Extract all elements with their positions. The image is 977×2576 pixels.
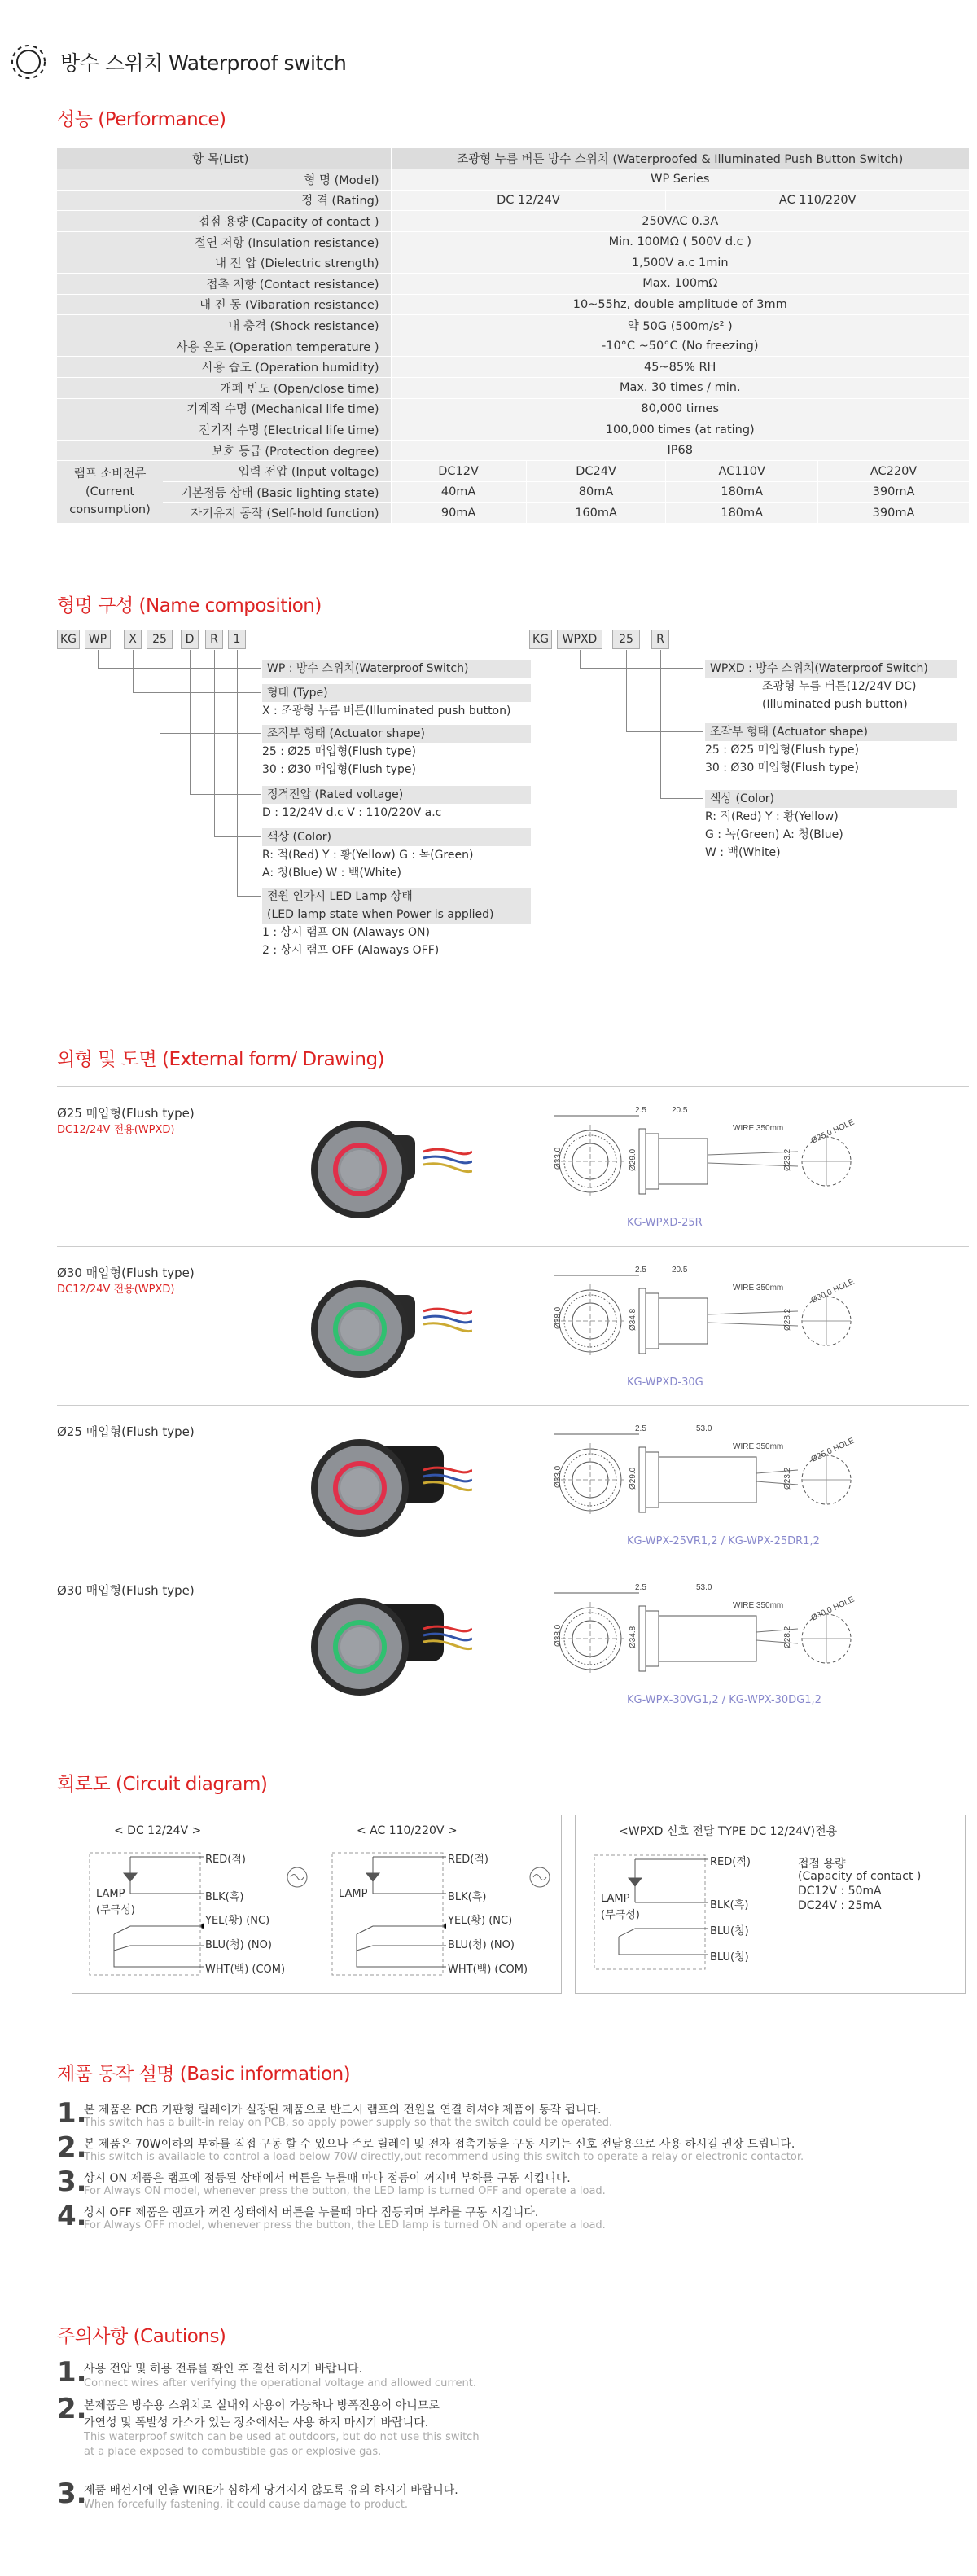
- code-segment: 25: [147, 630, 173, 649]
- row-label: 형 명 (Model): [57, 169, 391, 191]
- drawing-title: Ø25 매입형(Flush type): [57, 1106, 195, 1121]
- dimension-label: 53.0: [696, 1583, 712, 1592]
- drawing-title: Ø25 매입형(Flush type): [57, 1424, 195, 1439]
- dimension-label: 20.5: [672, 1106, 688, 1115]
- dimension-label: Ø23.2: [783, 1467, 792, 1490]
- drawing-divider: [57, 1086, 969, 1087]
- row-value: 100,000 times (at rating): [391, 419, 969, 441]
- row-value: 45~85% RH: [391, 357, 969, 378]
- item-text-english: This switch has a built-in relay on PCB, so apply power supply so that the switch could be operated.: [84, 2117, 613, 2129]
- page-header: [0, 37, 977, 86]
- code-note-heading: WP : 방수 스위치(Waterproof Switch): [262, 660, 531, 678]
- lamp-sublabel: (무극성): [96, 1904, 135, 1916]
- row-label: 기본점등 상태 (Basic lighting state): [163, 482, 391, 503]
- circuit-title: <WPXD 신호 전달 TYPE DC 12/24V)전용: [619, 1825, 838, 1838]
- code-note-line: 30 : Ø30 매입형(Flush type): [262, 763, 416, 776]
- code-note: [262, 888, 531, 959]
- drawing-divider: [57, 1405, 969, 1406]
- item-text-english: For Always OFF model, whenever press the button, the LED lamp is turned ON and operate a load.: [84, 2219, 606, 2232]
- code-note-heading: 형태 (Type): [262, 684, 531, 702]
- code-segment: 25: [612, 630, 640, 649]
- lamp-consumption-label: 램프 소비전류 (Current consumption): [57, 461, 163, 524]
- code-segment: R: [205, 630, 223, 649]
- code-segment: KG: [529, 630, 552, 649]
- wire-label: RED(적): [205, 1854, 246, 1866]
- row-value: WP Series: [391, 169, 969, 191]
- row-label: 정 격 (Rating): [57, 190, 391, 211]
- name-composition-heading: 형명 구성 (Name composition): [57, 595, 322, 617]
- caution-text-english: at a place exposed to combustible gas or explosive gas.: [84, 2446, 382, 2458]
- row-label: 내 전 압 (Dielectric strength): [57, 252, 391, 274]
- page-title: 방수 스위치 Waterproof switch: [60, 51, 347, 75]
- dimension-label: 2.5: [635, 1106, 646, 1115]
- row-label: 전기적 수명 (Electrical life time): [57, 419, 391, 441]
- code-note-line: X : 조광형 누름 버튼(Illuminated push button): [262, 704, 511, 718]
- model-number: KG-WPX-25VR1,2 / KG-WPX-25DR1,2: [627, 1535, 820, 1547]
- caution-text-english: Connect wires after verifying the operational voltage and allowed current.: [84, 2377, 476, 2389]
- performance-heading: 성능 (Performance): [57, 109, 226, 130]
- table-row: [57, 398, 969, 419]
- row-value: 80,000 times: [391, 398, 969, 419]
- table-row: [57, 190, 969, 211]
- dimension-label: Ø38.0: [554, 1306, 563, 1329]
- wire-label: BLU(청) (NO): [205, 1939, 272, 1951]
- dimension-label: Ø33.0: [554, 1147, 563, 1170]
- code-note: [705, 660, 957, 713]
- caution-text-english: This waterproof switch can be used at outdoors, but do not use this switch: [84, 2431, 480, 2443]
- table-row: [57, 211, 969, 232]
- model-number: KG-WPXD-30G: [627, 1376, 703, 1389]
- row-value: -10°C ~50°C (No freezing): [391, 336, 969, 357]
- item-text-english: For Always ON model, whenever press the button, the LED lamp is turned OFF and operate a load.: [84, 2185, 606, 2197]
- code-note: [262, 828, 531, 882]
- row-label: 접촉 저항 (Contact resistance): [57, 274, 391, 295]
- row-value: AC 110/220V: [666, 190, 969, 211]
- code-note-heading: 전원 인가시 LED Lamp 상태: [262, 888, 531, 906]
- lamp-current-row: [57, 482, 969, 503]
- model-number: KG-WPXD-25R: [627, 1217, 703, 1229]
- row-label: 내 충격 (Shock resistance): [57, 315, 391, 336]
- dimension-label: Ø29.0: [629, 1148, 637, 1171]
- circuit-schematic: [324, 1845, 446, 1983]
- technical-drawing: [554, 1423, 863, 1537]
- lamp-current-row: [57, 461, 969, 482]
- table-row: [57, 336, 969, 357]
- caution-text-korean: 본제품은 방수용 스위치로 실내외 사용이 가능하나 방폭전용이 아니므로: [84, 2399, 440, 2412]
- technical-drawing: [554, 1264, 863, 1378]
- code-note-heading: 조작부 형태 (Actuator shape): [262, 725, 531, 743]
- wire-label: WHT(백) (COM): [205, 1964, 286, 1976]
- gear-outline-icon: [7, 40, 50, 84]
- caution-text-korean: 가연성 및 폭발성 가스가 있는 장소에서는 사용 하지 마시기 바랍니다.: [84, 2416, 429, 2429]
- dimension-label: Ø34.8: [629, 1626, 637, 1648]
- code-note-line: 2 : 상시 램프 OFF (Alaways OFF): [262, 944, 440, 957]
- code-note-heading: (LED lamp state when Power is applied): [262, 906, 531, 924]
- lamp-label: LAMP: [96, 1888, 125, 1900]
- code-segment: 1: [228, 630, 246, 649]
- column-header-list: 항 목(List): [57, 148, 391, 169]
- row-label: 내 진 동 (Vibaration resistance): [57, 294, 391, 315]
- row-label: 보호 등급 (Protection degree): [57, 440, 391, 461]
- code-note: [262, 660, 531, 678]
- wire-label: BLK(흑): [710, 1899, 749, 1911]
- row-value: DC 12/24V: [391, 190, 666, 211]
- item-number: 1.: [57, 2097, 87, 2130]
- dimension-label: Ø25.0 HOLE: [809, 1436, 857, 1464]
- row-label: 사용 온도 (Operation temperature ): [57, 336, 391, 357]
- capacity-text: DC12V : 50mA: [798, 1885, 882, 1898]
- row-value: DC12V: [391, 461, 526, 482]
- row-value: Min. 100MΩ ( 500V d.c ): [391, 231, 969, 252]
- switch-photo: [301, 1095, 472, 1233]
- row-value: DC24V: [526, 461, 666, 482]
- technical-drawing: [554, 1104, 863, 1218]
- connector-line: [660, 650, 703, 799]
- row-value: 약 50G (500m/s² ): [391, 315, 969, 336]
- model-number: KG-WPX-30VG1,2 / KG-WPX-30DG1,2: [627, 1694, 821, 1706]
- code-note-line: 25 : Ø25 매입형(Flush type): [262, 745, 416, 758]
- table-row: [57, 419, 969, 441]
- code-note: [705, 790, 957, 862]
- row-label: 자기유지 동작 (Self-hold function): [163, 502, 391, 524]
- capacity-text: 접점 용량: [798, 1858, 846, 1871]
- dimension-label: Ø25.0 HOLE: [809, 1117, 857, 1146]
- table-row: [57, 440, 969, 461]
- circuit-heading: 회로도 (Circuit diagram): [57, 1774, 268, 1795]
- lamp-label: LAMP: [601, 1893, 630, 1905]
- item-text-english: This switch is available to control a load below 70W directly,but recommend using this switch to operate a relay or electronic contactor.: [84, 2151, 804, 2163]
- code-segment: D: [181, 630, 199, 649]
- row-value: 40mA: [391, 482, 526, 503]
- item-text-korean: 상시 OFF 제품은 램프가 꺼진 상태에서 버튼을 누를때 마다 점등되며 부하를 구동 시킵니다.: [84, 2206, 539, 2219]
- table-row: [57, 294, 969, 315]
- dimension-label: Ø23.2: [783, 1148, 792, 1171]
- row-label: 개폐 빈도 (Open/close time): [57, 378, 391, 399]
- wire-label: BLK(흑): [448, 1891, 487, 1903]
- row-value: 160mA: [526, 502, 666, 524]
- code-note-heading: WPXD : 방수 스위치(Waterproof Switch): [705, 660, 957, 678]
- row-value: AC110V: [666, 461, 818, 482]
- table-row: [57, 169, 969, 191]
- dimension-label: WIRE 350mm: [733, 1284, 784, 1292]
- wire-label: BLK(흑): [205, 1891, 244, 1903]
- code-note-line: G : 녹(Green) A: 청(Blue): [705, 828, 843, 841]
- code-note: [262, 786, 531, 822]
- capacity-text: (Capacity of contact ): [798, 1870, 922, 1883]
- switch-photo: [301, 1254, 472, 1393]
- code-note-line: 1 : 상시 램프 ON (Alaways ON): [262, 926, 430, 939]
- dimension-label: WIRE 350mm: [733, 1124, 784, 1133]
- table-row: [57, 252, 969, 274]
- dimension-label: Ø34.8: [629, 1308, 637, 1331]
- item-text-korean: 상시 ON 제품은 램프에 점등된 상태에서 버튼을 누를때 마다 점등이 꺼지며 부하를 구동 시킵니다.: [84, 2172, 571, 2185]
- code-note-heading: 정격전압 (Rated voltage): [262, 786, 531, 804]
- switch-photo: [301, 1413, 472, 1551]
- code-segment: WPXD: [557, 630, 602, 649]
- wire-label: BLU(청): [710, 1951, 749, 1964]
- row-value: 390mA: [818, 482, 969, 503]
- row-value: 80mA: [526, 482, 666, 503]
- code-note: [262, 684, 531, 720]
- row-value: 390mA: [818, 502, 969, 524]
- code-segment: X: [124, 630, 142, 649]
- code-note-line: A: 청(Blue) W : 백(White): [262, 867, 401, 880]
- ac-source-icon: [285, 1865, 309, 1889]
- lamp-current-row: [57, 502, 969, 524]
- table-header-row: [57, 148, 969, 169]
- item-number: 4.: [57, 2200, 87, 2232]
- lamp-sublabel: (무극성): [601, 1909, 640, 1921]
- performance-table: [57, 148, 969, 524]
- wire-label: WHT(백) (COM): [448, 1964, 528, 1976]
- row-value: 180mA: [666, 502, 818, 524]
- table-row: [57, 231, 969, 252]
- dimension-label: Ø30.0 HOLE: [809, 1595, 857, 1623]
- wire-label: RED(적): [710, 1856, 751, 1868]
- code-note-line: D : 12/24V d.c V : 110/220V a.c: [262, 806, 442, 819]
- dimension-label: Ø29.0: [629, 1467, 637, 1490]
- wire-label: YEL(황) (NC): [448, 1915, 513, 1927]
- dimension-label: 2.5: [635, 1266, 646, 1275]
- code-note: [262, 725, 531, 779]
- dimension-label: 2.5: [635, 1583, 646, 1592]
- connector-line: [237, 650, 261, 897]
- code-note-line: 조광형 누름 버튼(12/24V DC): [762, 680, 917, 693]
- caution-text-korean: 제품 배선시에 인출 WIRE가 심하게 당겨지지 않도록 유의 하시기 바랍니다.: [84, 2484, 458, 2497]
- row-value: 1,500V a.c 1min: [391, 252, 969, 274]
- item-number: 3.: [57, 2166, 87, 2198]
- dimension-label: Ø28.2: [783, 1308, 792, 1331]
- circuit-title: < AC 110/220V >: [357, 1824, 458, 1837]
- dimension-label: Ø30.0 HOLE: [809, 1277, 857, 1306]
- dimension-label: 53.0: [696, 1424, 712, 1433]
- dimension-label: WIRE 350mm: [733, 1601, 784, 1610]
- code-note-line: (Illuminated push button): [762, 698, 908, 711]
- dimension-label: 2.5: [635, 1424, 646, 1433]
- row-value: Max. 100mΩ: [391, 274, 969, 295]
- dimension-label: 20.5: [672, 1266, 688, 1275]
- table-row: [57, 357, 969, 378]
- ac-source-icon: [528, 1865, 552, 1889]
- row-label: 기계적 수명 (Mechanical life time): [57, 398, 391, 419]
- code-note-heading: 색상 (Color): [705, 790, 957, 808]
- drawing-heading: 외형 및 도면 (External form/ Drawing): [57, 1049, 385, 1070]
- item-text-korean: 본 제품은 70W이하의 부하를 직접 구동 할 수 있으나 주로 릴레이 및 전자 접촉기등을 구동 시키는 신호 전달용으로 사용 하시길 권장 드립니다.: [84, 2138, 795, 2151]
- code-note-line: R: 적(Red) Y : 황(Yellow): [705, 810, 839, 823]
- switch-photo: [301, 1572, 472, 1710]
- code-note-heading: 색상 (Color): [262, 828, 531, 846]
- table-row: [57, 378, 969, 399]
- basic-info-heading: 제품 동작 설명 (Basic information): [57, 2064, 351, 2085]
- code-segment: WP: [85, 630, 111, 649]
- dimension-label: Ø33.0: [554, 1465, 563, 1488]
- drawing-title: Ø30 매입형(Flush type): [57, 1266, 195, 1280]
- wire-label: BLU(청): [710, 1925, 749, 1937]
- lamp-label: LAMP: [339, 1888, 368, 1900]
- drawing-subtitle: DC12/24V 전용(WPXD): [57, 1124, 175, 1136]
- wire-label: BLU(청) (NO): [448, 1939, 515, 1951]
- wire-label: YEL(황) (NC): [205, 1915, 270, 1927]
- row-value: 250VAC 0.3A: [391, 211, 969, 232]
- code-note-line: 25 : Ø25 매입형(Flush type): [705, 744, 859, 757]
- item-text-korean: 본 제품은 PCB 기판형 릴레이가 실장된 제품으로 반드시 램프의 전원을 연결 하셔야 제품이 동작 됩니다.: [84, 2104, 602, 2117]
- table-row: [57, 274, 969, 295]
- row-value: 180mA: [666, 482, 818, 503]
- row-label: 접점 용량 (Capacity of contact ): [57, 211, 391, 232]
- row-value: AC220V: [818, 461, 969, 482]
- caution-text-korean: 사용 전압 및 허용 전류를 확인 후 결선 하시기 바랍니다.: [84, 2363, 363, 2376]
- row-label: 절연 저항 (Insulation resistance): [57, 231, 391, 252]
- row-label: 사용 습도 (Operation humidity): [57, 357, 391, 378]
- row-value: Max. 30 times / min.: [391, 378, 969, 399]
- item-number: 2.: [57, 2131, 87, 2164]
- caution-number: 1.: [57, 2356, 87, 2389]
- code-note-line: 30 : Ø30 매입형(Flush type): [705, 761, 859, 775]
- row-value: 90mA: [391, 502, 526, 524]
- table-row: [57, 315, 969, 336]
- drawing-divider: [57, 1246, 969, 1247]
- circuit-title: < DC 12/24V >: [114, 1824, 202, 1837]
- caution-number: 3.: [57, 2477, 87, 2510]
- drawing-title: Ø30 매입형(Flush type): [57, 1583, 195, 1598]
- dimension-label: Ø38.0: [554, 1624, 563, 1647]
- row-value: 10~55hz, double amplitude of 3mm: [391, 294, 969, 315]
- column-header-value: 조광형 누름 버튼 방수 스위치 (Waterproofed & Illuminated Push Button Switch): [391, 148, 969, 169]
- capacity-text: DC24V : 25mA: [798, 1899, 882, 1912]
- code-note-heading: 조작부 형태 (Actuator shape): [705, 723, 957, 741]
- row-value: IP68: [391, 440, 969, 461]
- code-segment: R: [651, 630, 669, 649]
- code-segment: KG: [57, 630, 80, 649]
- row-label: 입력 전압 (Input voltage): [163, 461, 391, 482]
- technical-drawing: [554, 1582, 863, 1696]
- wire-label: RED(적): [448, 1854, 488, 1866]
- caution-number: 2.: [57, 2393, 87, 2425]
- dimension-label: Ø28.2: [783, 1626, 792, 1648]
- dimension-label: WIRE 350mm: [733, 1442, 784, 1451]
- code-note: [705, 723, 957, 777]
- caution-text-english: When forcefully fastening, it could cause damage to product.: [84, 2499, 409, 2511]
- cautions-heading: 주의사항 (Cautions): [57, 2326, 226, 2347]
- code-note-line: W : 백(White): [705, 846, 781, 859]
- code-note-line: R: 적(Red) Y : 황(Yellow) G : 녹(Green): [262, 849, 474, 862]
- drawing-subtitle: DC12/24V 전용(WPXD): [57, 1284, 175, 1296]
